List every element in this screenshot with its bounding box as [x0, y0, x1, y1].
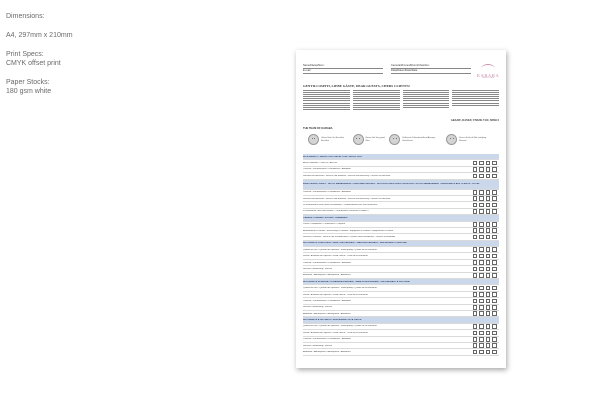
- rating-checkboxes: [473, 337, 497, 342]
- rating-row-label: Ambiente / Atmosphäre / Atmosphere / Ambiance: [303, 274, 351, 277]
- rating-checkboxes: [473, 196, 497, 201]
- rating-row-label: Servizio / Bedienung / Service: [303, 344, 333, 347]
- rating-checkbox[interactable]: [486, 350, 491, 355]
- rating-checkbox[interactable]: [479, 324, 484, 329]
- dimensions-value: A4, 297mm x 210mm: [6, 32, 73, 39]
- rating-checkboxes: [473, 174, 497, 179]
- rating-checkbox[interactable]: [486, 267, 491, 272]
- rating-checkbox[interactable]: [479, 161, 484, 166]
- rating-checkbox[interactable]: [486, 286, 491, 291]
- rating-checkbox[interactable]: [473, 203, 478, 208]
- rating-checkbox[interactable]: [473, 331, 478, 336]
- rating-checkbox[interactable]: [473, 350, 478, 355]
- rating-checkboxes: [473, 267, 497, 272]
- rating-checkbox[interactable]: [479, 292, 484, 297]
- rating-checkbox[interactable]: [492, 267, 497, 272]
- guest-fields: [303, 64, 471, 74]
- rating-checkbox[interactable]: [486, 222, 491, 227]
- rating-row-label: Cortesia / Freundlichkeit / Friendliness / Amabilité: [303, 299, 351, 302]
- rating-row-label: Servizio ed Efficienza / Service und Effizienz / Service and Efficiency / Service et Efficacité: [303, 197, 391, 200]
- rating-table: [303, 154, 499, 356]
- rating-checkbox[interactable]: [479, 190, 484, 195]
- rating-row-label: Ambiente / Atmosphäre / Atmosphere / Ambiance: [303, 351, 351, 354]
- rating-checkbox[interactable]: [486, 247, 491, 252]
- rating-checkboxes: [473, 350, 497, 355]
- rating-checkbox[interactable]: [492, 331, 497, 336]
- rating-checkbox[interactable]: [492, 286, 497, 291]
- rating-checkbox[interactable]: [492, 343, 497, 348]
- rating-checkboxes: [473, 161, 497, 166]
- rating-checkbox[interactable]: [486, 273, 491, 278]
- date-field: Data/Datum/Date/Date:: [391, 69, 471, 74]
- rating-row: [303, 349, 499, 355]
- rating-checkbox[interactable]: [492, 203, 497, 208]
- rating-checkbox[interactable]: [479, 331, 484, 336]
- rating-checkboxes: [473, 292, 497, 297]
- rating-checkbox[interactable]: [492, 254, 497, 259]
- rating-checkbox[interactable]: [473, 161, 478, 166]
- logo-name: KARABA: [476, 73, 500, 78]
- rating-row-label: Cortesia / Freundlichkeit / Friendliness / Amabilité: [303, 261, 351, 264]
- rating-row-label: Pulizia / Sauberkeit / Cleanliness / Propreté: [303, 223, 346, 226]
- rating-row-label: Is information clear and reliable? / Informations correctes et fiables?: [303, 210, 369, 213]
- rating-row-label: Servizio / Bedienung / Service: [303, 306, 333, 309]
- rating-checkbox[interactable]: [473, 247, 478, 252]
- rating-checkbox[interactable]: [479, 350, 484, 355]
- rating-checkboxes: [473, 299, 497, 304]
- legend-poor: [446, 134, 494, 145]
- rating-checkbox[interactable]: [479, 196, 484, 201]
- rating-checkboxes: [473, 190, 497, 195]
- rating-checkbox[interactable]: [486, 324, 491, 329]
- rating-checkbox[interactable]: [486, 343, 491, 348]
- rating-checkbox[interactable]: [492, 299, 497, 304]
- thanks-line: GRAZIE, DANKE, THANK YOU, MERCI: [450, 119, 499, 122]
- rating-checkbox[interactable]: [473, 174, 478, 179]
- rating-row-label: Servizio e cortesia / Service und Freundlichkeit / Service and Friendliness / Service et amabilité: [303, 235, 396, 238]
- smiley-icon: [308, 134, 319, 145]
- rating-checkbox[interactable]: [479, 343, 484, 348]
- rating-row-label: Ambiente / Atmosphäre / Atmosphere / Ambiance: [303, 312, 351, 315]
- rating-checkbox[interactable]: [492, 190, 497, 195]
- rating-checkbox[interactable]: [479, 267, 484, 272]
- rating-checkbox[interactable]: [473, 222, 478, 227]
- room-field: Camera/Zimmer/Room/Chambre:: [391, 64, 471, 69]
- rating-checkbox[interactable]: [479, 305, 484, 310]
- rating-row-label: Scelta / Auswahl der Speisen / Food choice / Choix de la nourriture: [303, 331, 368, 334]
- rating-checkbox[interactable]: [473, 286, 478, 291]
- name-field: Name/Name/Nom:: [303, 64, 383, 69]
- paper-label: Paper Stocks:: [6, 79, 50, 86]
- rating-checkboxes: [473, 324, 497, 329]
- rating-checkbox[interactable]: [486, 337, 491, 342]
- rating-checkbox[interactable]: [479, 260, 484, 265]
- rating-checkbox[interactable]: [479, 299, 484, 304]
- smiley-icon: [389, 134, 400, 145]
- section-header-label: RISTORANTE PRINCIPALE / HAUPTRESTAURANT / MAIN RESTAURANT / RESTAURANT PRINCIPAL: [303, 242, 408, 245]
- rating-checkbox[interactable]: [492, 311, 497, 316]
- rating-legend: [308, 134, 494, 145]
- rating-checkbox[interactable]: [492, 337, 497, 342]
- rating-checkbox[interactable]: [479, 222, 484, 227]
- rating-row-label: Qualità dei cibi / Qualität der Speisen / Food quality / Qualité de la nourriture: [303, 248, 377, 251]
- rating-checkbox[interactable]: [492, 228, 497, 233]
- logo-arch-icon: [481, 64, 495, 73]
- rating-checkbox[interactable]: [486, 235, 491, 240]
- rating-checkbox[interactable]: [486, 299, 491, 304]
- rating-checkboxes: [473, 235, 497, 240]
- smiley-icon: [353, 134, 364, 145]
- feedback-form-preview: [296, 50, 506, 368]
- print-specs: [6, 12, 73, 96]
- legend-text: Scarso Schlecht Not satisfying Mauvais: [459, 136, 487, 142]
- rating-checkbox[interactable]: [486, 196, 491, 201]
- rating-checkbox[interactable]: [486, 209, 491, 214]
- rating-checkbox[interactable]: [479, 235, 484, 240]
- rating-checkbox[interactable]: [486, 228, 491, 233]
- rating-checkboxes: [473, 209, 497, 214]
- rating-checkbox[interactable]: [473, 267, 478, 272]
- print-value: CMYK offset print: [6, 60, 61, 67]
- rating-checkbox[interactable]: [492, 350, 497, 355]
- rating-checkbox[interactable]: [473, 190, 478, 195]
- section-header-label: ASSISTENZA CLIENTI - HOTEL MANAGEMENT / GÄSTEBETREUUNG - HOTELLEITUNG GUEST RELATION - HOTEL MANAGEMENT / ASSISTANCE AUX CLIENTS - HÔTEL: [303, 183, 480, 186]
- rating-checkbox[interactable]: [492, 235, 497, 240]
- rating-checkbox[interactable]: [492, 324, 497, 329]
- rating-checkbox[interactable]: [492, 222, 497, 227]
- rating-checkboxes: [473, 343, 497, 348]
- rating-checkboxes: [473, 286, 497, 291]
- rating-checkboxes: [473, 228, 497, 233]
- rating-checkbox[interactable]: [479, 228, 484, 233]
- rating-checkbox[interactable]: [479, 311, 484, 316]
- rating-checkbox[interactable]: [492, 167, 497, 172]
- rating-checkbox[interactable]: [479, 167, 484, 172]
- section-header: [303, 180, 499, 190]
- rating-checkbox[interactable]: [492, 305, 497, 310]
- rating-checkbox[interactable]: [473, 196, 478, 201]
- rating-row-label: Qualità dei cibi / Qualität der Speisen / Food quality / Qualité de la nourriture: [303, 325, 377, 328]
- rating-checkbox[interactable]: [486, 167, 491, 172]
- legend-average: [389, 134, 446, 145]
- rating-checkbox[interactable]: [492, 260, 497, 265]
- team-line: THE TEAM OF KARABA: [303, 127, 333, 130]
- rating-checkbox[interactable]: [473, 311, 478, 316]
- rating-checkboxes: [473, 305, 497, 310]
- rating-row-label: Servizio ed Efficienza / Service und Effizienz / Service and Efficiency / Service et Efficacité: [303, 174, 391, 177]
- rating-checkbox[interactable]: [473, 260, 478, 265]
- rating-checkbox[interactable]: [479, 203, 484, 208]
- rating-checkbox[interactable]: [473, 167, 478, 172]
- rating-checkbox[interactable]: [473, 292, 478, 297]
- rating-row-label: Le informazioni sono chiare ed affidabili? / Informationen klar und verlässlich?: [303, 204, 379, 207]
- rating-checkboxes: [473, 167, 497, 172]
- logo-subtitle: RESORT & SPA: [482, 78, 494, 79]
- rating-checkboxes: [473, 222, 497, 227]
- section-header-label: RICEVIMENTO / REZEPTION / RECEPTION / RÉCEPTION: [303, 155, 362, 158]
- paper-value: 180 gsm white: [6, 88, 52, 95]
- rating-checkbox[interactable]: [479, 286, 484, 291]
- rating-checkboxes: [473, 273, 497, 278]
- legend-text: Sufficiente Zufriedenstellend Average Satisfaisant: [402, 136, 436, 142]
- section-header-label: RISTORANTE À LA CARTE / RESTAURANT À LA CARTE: [303, 319, 362, 322]
- rating-checkbox[interactable]: [486, 260, 491, 265]
- rating-checkbox[interactable]: [492, 196, 497, 201]
- print-label: Print Specs:: [6, 51, 44, 58]
- rating-checkbox[interactable]: [473, 299, 478, 304]
- rating-checkbox[interactable]: [473, 305, 478, 310]
- rating-row-label: Scelta / Auswahl der Speisen / Food choice / Choix de la nourriture: [303, 293, 368, 296]
- smiley-icon: [446, 134, 457, 145]
- rating-checkbox[interactable]: [473, 228, 478, 233]
- rating-checkbox[interactable]: [486, 203, 491, 208]
- intro-text-columns: [303, 90, 499, 111]
- rating-checkbox[interactable]: [473, 324, 478, 329]
- rating-checkbox[interactable]: [479, 337, 484, 342]
- rating-checkbox[interactable]: [479, 174, 484, 179]
- legend-text: Buono Gut Very good Bien: [365, 136, 385, 142]
- rating-row-label: Qualità dei cibi / Qualität der Speisen / Food quality / Qualité de la nourriture: [303, 287, 377, 290]
- rating-checkbox[interactable]: [473, 273, 478, 278]
- rating-checkbox[interactable]: [479, 247, 484, 252]
- rating-checkbox[interactable]: [492, 273, 497, 278]
- rating-row-label: Cortesia / Freundlichkeit / Friendliness / Amabilité: [303, 168, 351, 171]
- rating-row-label: Arrivo / Ankunft / Check in / Accueil: [303, 162, 337, 165]
- legend-excellent: [308, 134, 353, 145]
- rating-checkbox[interactable]: [486, 331, 491, 336]
- rating-checkboxes: [473, 247, 497, 252]
- rating-checkbox[interactable]: [492, 209, 497, 214]
- rating-row-label: Cortesia / Freundlichkeit / Friendliness / Amabilité: [303, 191, 351, 194]
- rating-checkbox[interactable]: [473, 343, 478, 348]
- rating-checkbox[interactable]: [479, 209, 484, 214]
- section-header-label: RISTORANTE SPIAGGIA / STRANDRESTAURANT / BEACH RESTAURANT / RESTAURANT À LA PLAGE: [303, 280, 410, 283]
- legend-text: Ottimo Sehr Gut Excellent Excellent: [320, 136, 345, 142]
- email-field: E-mail:: [303, 69, 383, 74]
- rating-row-label: Scelta / Auswahl der Speisen / Food choice / Choix de la nourriture: [303, 255, 368, 258]
- rating-checkboxes: [473, 260, 497, 265]
- rating-row-label: Servizio / Bedienung / Service: [303, 267, 333, 270]
- rating-checkbox[interactable]: [492, 292, 497, 297]
- rating-checkbox[interactable]: [473, 337, 478, 342]
- rating-row-label: Cortesia / Freundlichkeit / Friendliness / Amabilité: [303, 338, 351, 341]
- karaba-logo: [475, 64, 501, 79]
- legend-good: [353, 134, 390, 145]
- rating-checkbox[interactable]: [486, 254, 491, 259]
- rating-checkbox[interactable]: [473, 254, 478, 259]
- rating-checkboxes: [473, 331, 497, 336]
- rating-checkbox[interactable]: [486, 161, 491, 166]
- dimensions-label: Dimensions:: [6, 13, 45, 20]
- rating-checkbox[interactable]: [486, 311, 491, 316]
- rating-checkbox[interactable]: [479, 254, 484, 259]
- rating-checkboxes: [473, 311, 497, 316]
- rating-row-label: Arredamento & confort / Einrichtung & Komfort / Equipment & comfort / Équipement & confort: [303, 229, 394, 232]
- section-header-label: CAMERE / ZIMMER / ROOMS / CHAMBRES: [303, 216, 348, 219]
- rating-checkbox[interactable]: [486, 174, 491, 179]
- rating-checkbox[interactable]: [486, 305, 491, 310]
- rating-checkbox[interactable]: [492, 161, 497, 166]
- rating-checkbox[interactable]: [473, 209, 478, 214]
- rating-checkbox[interactable]: [479, 273, 484, 278]
- rating-checkbox[interactable]: [492, 174, 497, 179]
- rating-checkbox[interactable]: [492, 247, 497, 252]
- rating-checkboxes: [473, 203, 497, 208]
- greeting-heading: GENTILI OSPITI, LIEBE GÄSTE, DEAR GUESTS, CHERS CLIENTS!: [303, 84, 411, 88]
- rating-checkbox[interactable]: [486, 190, 491, 195]
- rating-checkbox[interactable]: [486, 292, 491, 297]
- rating-checkboxes: [473, 254, 497, 259]
- rating-checkbox[interactable]: [473, 235, 478, 240]
